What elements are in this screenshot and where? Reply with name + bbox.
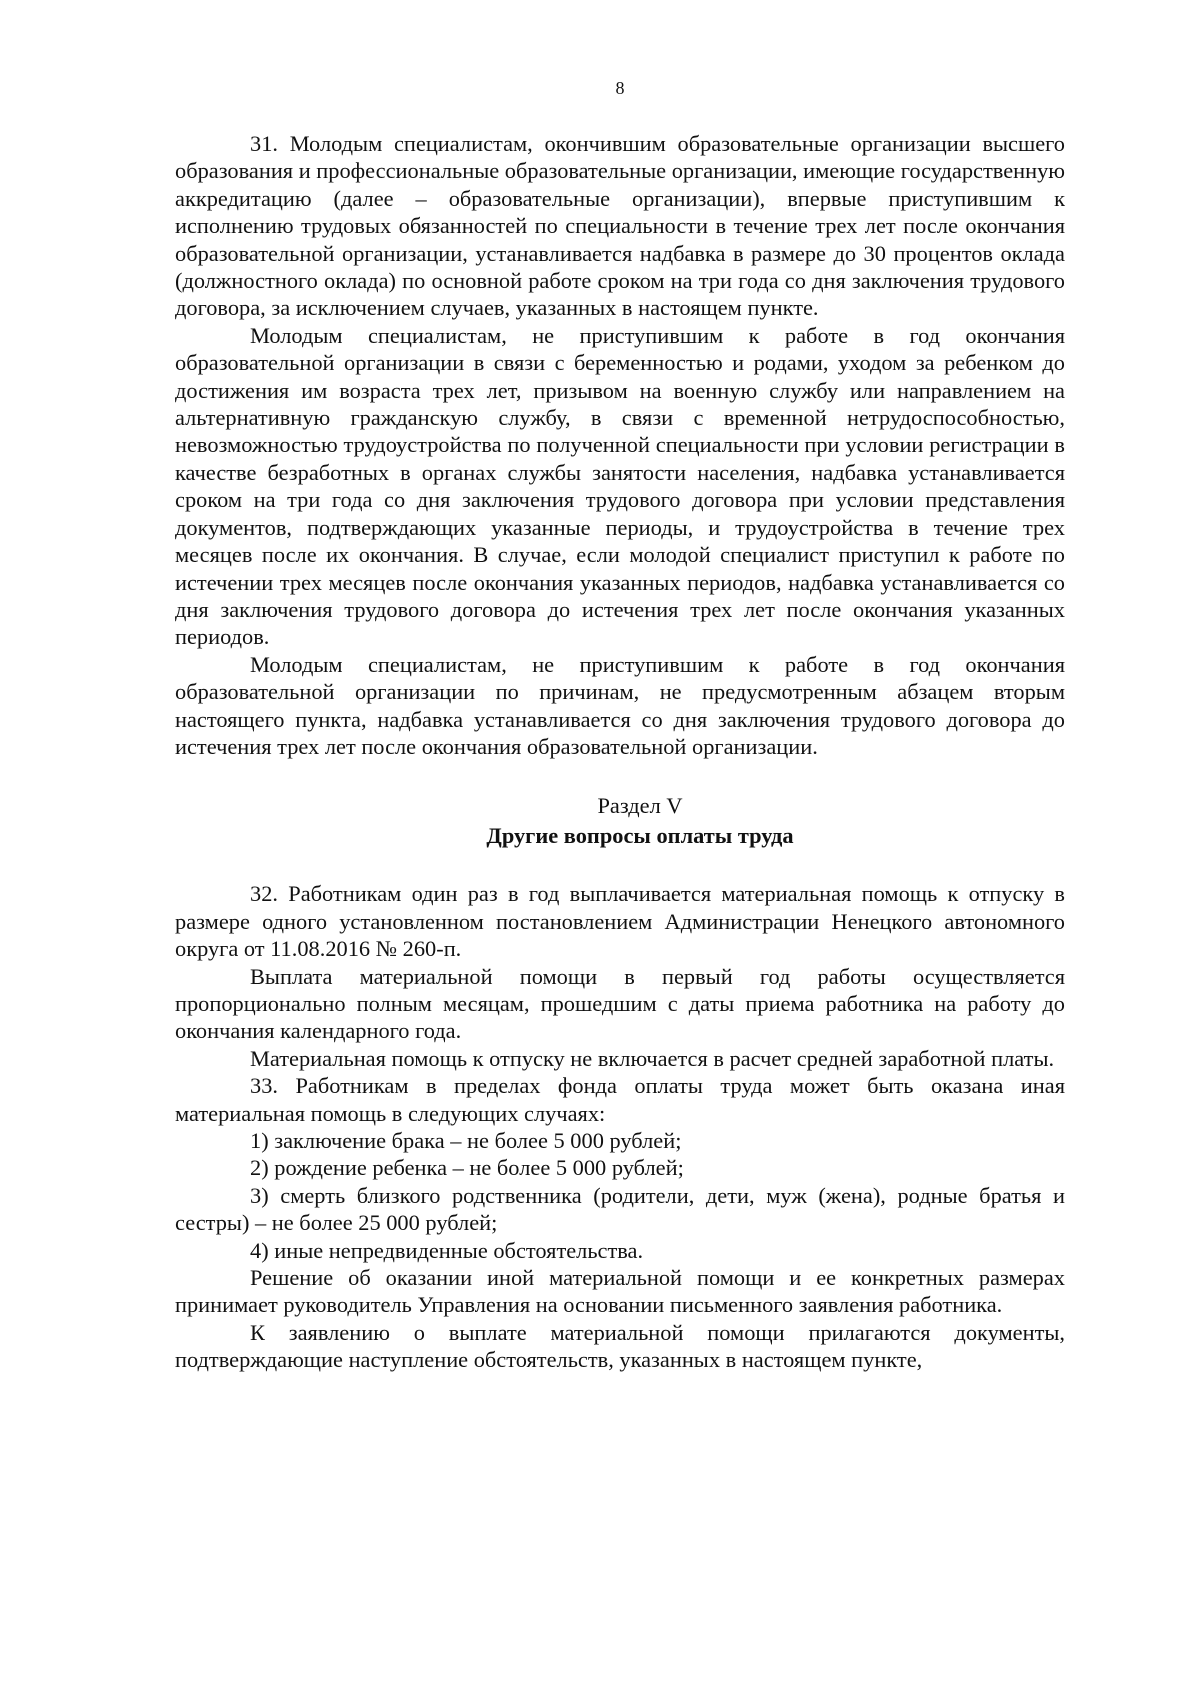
paragraph-32-part-3: Материальная помощь к отпуску не включается в расчет средней заработной платы. xyxy=(250,1045,1055,1071)
section-title: Другие вопросы оплаты труда xyxy=(486,823,794,849)
page-number: 8 xyxy=(615,78,625,98)
list-item-1: 1) заключение брака – не более 5 000 рублей; xyxy=(250,1128,682,1153)
section-number: Раздел V xyxy=(597,793,683,819)
list-item-3: 3) смерть близкого родственника (родители, дети, муж (жена), родные братья и сестры) – не более 25 000 рублей; xyxy=(175,1182,1065,1236)
paragraph-32: 32. Работникам один раз в год выплачивается материальная помощь к отпуску в размере одного установленном постановлением Администрации Ненецкого автономного округа от 11.08.2016 № 260-п. xyxy=(175,881,1065,962)
document-body xyxy=(175,130,1065,1374)
list-item-2: 2) рождение ребенка – не более 5 000 рублей; xyxy=(250,1155,684,1181)
paragraph-32-part-2: Выплата материальной помощи в первый год работы осуществляется пропорционально полным месяцам, прошедшим с даты приема работника на работу до окончания календарного года. xyxy=(175,963,1065,1044)
paragraph-33: 33. Работникам в пределах фонда оплаты труда может быть оказана иная материальная помощь в следующих случаях: xyxy=(175,1073,1065,1126)
list-item-4: 4) иные непредвиденные обстоятельства. xyxy=(250,1237,644,1263)
paragraph-31-part-3: Молодым специалистам, не приступившим к работе в год окончания образовательной организации по причинам, не предусмотренным абзацем вторым настоящего пункта, надбавка устанавливается со дня заключения трудового договора до истечения трех лет после окончания образовательной организации. xyxy=(175,651,1065,759)
paragraph-33-part-2: Решение об оказании иной материальной помощи и ее конкретных размерах принимает руководитель Управления на основании письменного заявления работника. xyxy=(175,1265,1065,1318)
paragraph-33-part-3: К заявлению о выплате материальной помощи прилагаются документы, подтверждающие наступление обстоятельств, указанных в настоящем пункте, xyxy=(175,1319,1065,1373)
paragraph-31-part-2: Молодым специалистам, не приступившим к работе в год окончания образовательной организации в связи с беременностью и родами, уходом за ребенком до достижения им возраста трех лет, призывом на военную службу или направлением на альтернативную гражданскую службу, в связи с временной нетрудоспособностью, невозможностью трудоустройства по полученной специальности при условии регистрации в качестве безработных в органах службы занятости населения, надбавка устанавливается сроком на три года со дня заключения трудового договора при условии представления документов, подтверждающих указанные периоды, и трудоустройства в течение трех месяцев после их окончания. В случае, если молодой специалист приступил к работе по истечении трех месяцев после окончания указанных периодов, надбавка устанавливается со дня заключения трудового договора до истечения трех лет после окончания указанных периодов. xyxy=(175,322,1065,650)
paragraph-31: 31. Молодым специалистам, окончившим образовательные организации высшего образования и профессиональные образовательные организации, имеющие государственную аккредитацию (далее – образовательные организации), впервые приступившим к исполнению трудовых обязанностей по специальности в течение трех лет после окончания образовательной организации, устанавливается надбавка в размере до 30 процентов оклада (должностного оклада) по основной работе сроком на три года со дня заключения трудового договора, за исключением случаев, указанных в настоящем пункте. xyxy=(175,131,1066,321)
section-heading xyxy=(175,791,1065,851)
